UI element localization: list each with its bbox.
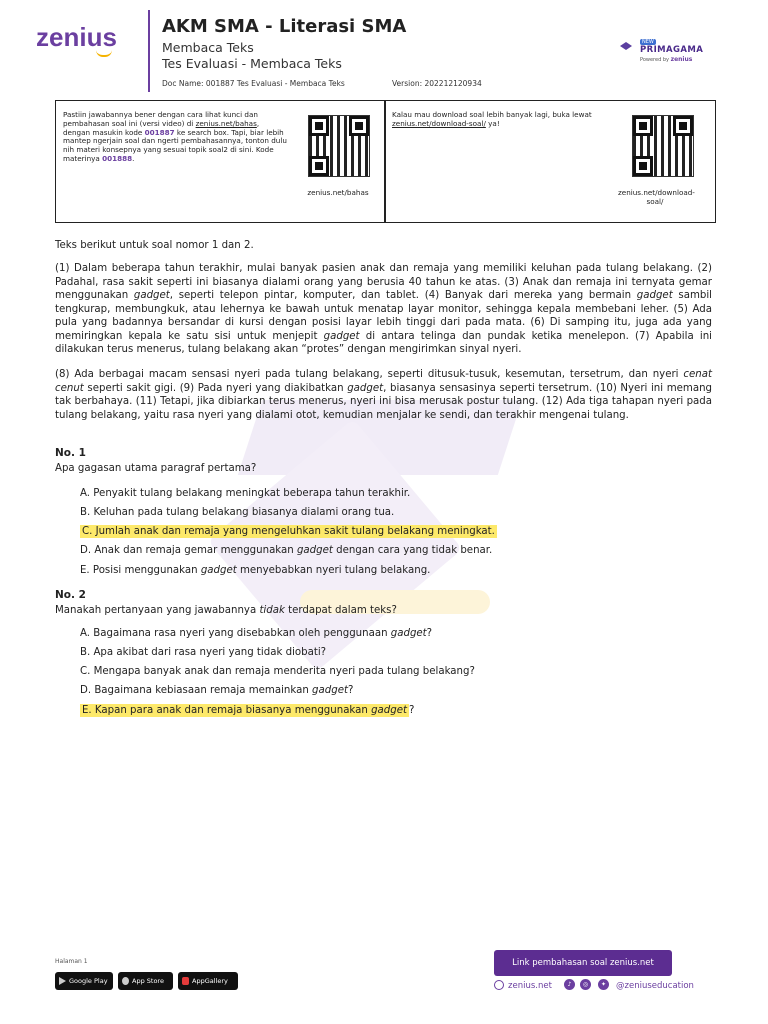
question-prompt: Manakah pertanyaan yang jawabannya tidak terdapat dalam teks? [55,605,397,616]
new-badge: NEW [642,39,654,45]
qr-caption: zenius.net/download-soal/ [618,188,695,206]
twitter-icon[interactable]: ✦ [598,979,609,990]
question-number: No. 2 [55,589,86,601]
answer-option[interactable]: A. Penyakit tulang belakang meningkat beberapa tahun terakhir. [80,488,411,499]
info-box-left-text: Pastiin jawabannya bener dengan cara lihat kunci dan pembahasan soal ini (versi video) di zenius.net/bahas, dengan masukin kode 001887 ke search box. Tapi, biar lebih mantep ngerjain soal dan ngerti pembahasannya, tonton dulu nih materi konsepnya yang sesuai topik soal2 di sini. Kode materinya 001888. [63,110,287,163]
answer-option[interactable]: E. Posisi menggunakan gadget menyebabkan nyeri tulang belakang. [80,565,431,576]
passage-paragraph-2: (8) Ada berbagai macam sensasi nyeri pada tulang belakang, seperti ditusuk-tusuk, kesemutan, tersetrum, dan nyeri cenat cenut seperti sakit gigi. (9) Pada nyeri yang diakibatkan gadget, biasanya sensasinya seperti tersetrum. (10) Nyeri ini memang tak berbahaya. (11) Tetapi, jika dibiarkan terus menerus, nyeri ini bisa merusak postur tulang. (12) Ada tiga tahapan nyeri pada tulang belakang, yaitu rasa nyeri yang dialami otot, kemudian menjalar ke sendi, dan terakhir mengenai tulang. [55,369,712,421]
materi-code: 001888 [102,153,133,163]
question-number: No. 1 [55,447,86,459]
page-number: Halaman 1 [55,958,88,965]
apple-icon [122,977,129,985]
answer-option[interactable]: B. Keluhan pada tulang belakang biasanya dialami orang tua. [80,507,395,518]
question-prompt: Apa gagasan utama paragraf pertama? [55,463,257,474]
answer-option[interactable]: D. Anak dan remaja gemar menggunakan gadget dengan cara yang tidak benar. [80,545,493,556]
doc-name: Doc Name: 001887 Tes Evaluasi - Membaca Teks [162,79,345,88]
tiktok-icon[interactable]: ♪ [564,979,575,990]
link-pembahasan-button[interactable]: Link pembahasan soal zenius.net [494,950,672,976]
page-subtitle: Membaca Teks [162,40,254,55]
google-play-icon [59,977,66,985]
download-link[interactable]: zenius.net/download-soal/ [392,118,486,128]
app-store-button[interactable]: App Store [118,972,173,990]
qr-caption: zenius.net/bahas [307,188,369,197]
site-link[interactable]: zenius.net [508,981,552,991]
app-gallery-button[interactable]: AppGallery [178,972,238,990]
answer-option-highlighted[interactable]: E. Kapan para anak dan remaja biasanya menggunakan gadget ? [82,705,415,716]
answer-option[interactable]: B. Apa akibat dari rasa nyeri yang tidak diobati? [80,647,327,658]
info-box-divider [384,100,386,223]
answer-option-highlighted[interactable]: C. Jumlah anak dan remaja yang mengeluhkan sakit tulang belakang meningkat. [82,526,495,537]
doc-version: Version: 202212120934 [392,79,482,88]
answer-option[interactable]: C. Mengapa banyak anak dan remaja menderita nyeri pada tulang belakang? [80,666,475,677]
huawei-icon [182,977,189,985]
social-handle[interactable]: @zeniuseducation [616,981,694,991]
globe-icon [494,980,504,990]
google-play-button[interactable]: Google Play [55,972,113,990]
zenius-logo: zenius [36,22,117,52]
primagama-logo: PRIMAGAMA [640,45,704,55]
answer-option[interactable]: D. Bagaimana kebiasaan remaja memainkan gadget? [80,685,354,696]
info-box-right-text: Kalau mau download soal lebih banyak lagi, buka lewat zenius.net/download-soal/ ya! [392,110,592,128]
qr-code-icon [632,115,694,177]
qr-code-icon [308,115,370,177]
page-subtitle: Tes Evaluasi - Membaca Teks [162,56,342,71]
powered-by: Powered by zenius [640,56,693,63]
logo-smile-icon [96,50,112,57]
passage-intro: Teks berikut untuk soal nomor 1 dan 2. [55,240,254,251]
instagram-icon[interactable]: ◎ [580,979,591,990]
answer-option[interactable]: A. Bagaimana rasa nyeri yang disebabkan oleh penggunaan gadget? [80,628,433,639]
header-divider [148,10,150,92]
passage-paragraph-1: (1) Dalam beberapa tahun terakhir, mulai banyak pasien anak dan remaja yang memiliki keluhan pada tulang belakang. (2) Padahal, rasa sakit seperti ini biasanya dialami orang yang berusia 40 tahun ke atas. (3) Anak dan remaja ini ternyata gemar menggunakan gadget, seperti telepon pintar, komputer, dan tablet. (4) Banyak dari mereka yang bermain gadget sambil tengkurap, membungkuk, atau lehernya ke bawah untuk menatap layar monitor, sehingga kepala membebani leher. (5) Ada pula yang badannya bersandar di kursi dengan posisi layar lebih tinggi dari pada mata. (6) Di samping itu, juga ada yang memiringkan kepala ke satu sisi untuk menjepit gadget di antara telinga dan pundak ketika menelepon. (7) Apabila ini dilakukan terus menerus, tulang belakang akan “protes” dengan mengirimkan sinyal nyeri. [55,263,712,355]
bahas-link[interactable]: zenius.net/bahas [195,118,257,128]
graduation-cap-icon [620,42,632,52]
soal-code: 001887 [144,127,175,137]
page-title: AKM SMA - Literasi SMA [162,16,407,37]
